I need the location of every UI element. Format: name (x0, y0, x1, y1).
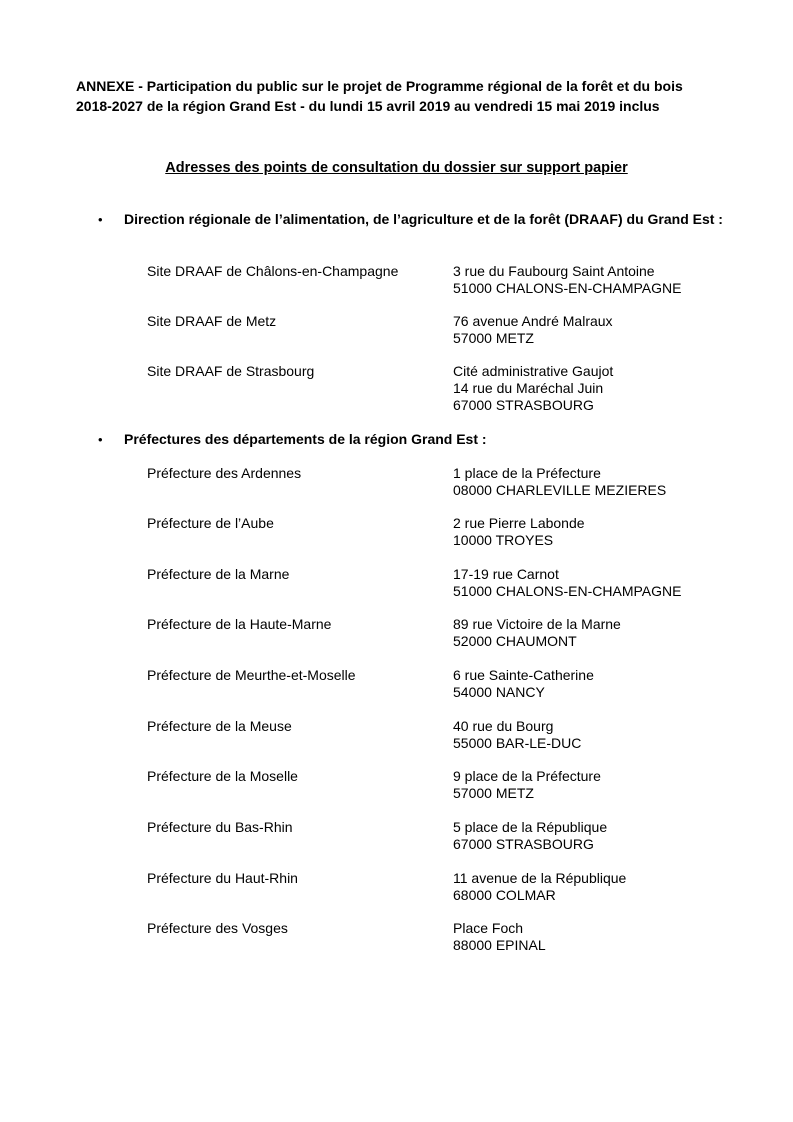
list-item (147, 566, 727, 600)
list-item (147, 768, 727, 802)
document-header (76, 76, 736, 116)
list-item (147, 263, 727, 297)
prefecture-address (453, 616, 727, 650)
list-item (147, 819, 727, 853)
address-line: 6 rue Sainte-Catherine (453, 667, 594, 683)
list-item (147, 920, 727, 954)
section-draaf (98, 211, 738, 228)
prefecture-address (453, 465, 727, 499)
prefecture-name: Préfecture de la Marne (147, 566, 290, 582)
prefecture-address (453, 515, 727, 549)
address-line: 5 place de la République (453, 819, 608, 835)
prefecture-address (453, 920, 727, 954)
prefecture-name: Préfecture de Meurthe-et-Moselle (147, 667, 356, 683)
prefecture-name: Préfecture de la Moselle (147, 768, 298, 784)
prefecture-name: Préfecture de l’Aube (147, 515, 274, 531)
site-address (453, 363, 727, 414)
list-item (147, 718, 727, 752)
list-item (147, 363, 727, 414)
address-line: 76 avenue André Malraux (453, 313, 613, 329)
address-line: 57000 METZ (453, 330, 534, 346)
prefecture-address (453, 566, 727, 600)
bullet-icon: • (98, 432, 103, 447)
address-line: 52000 CHAUMONT (453, 633, 577, 649)
section-heading (98, 211, 738, 228)
prefecture-name: Préfecture du Haut-Rhin (147, 870, 298, 886)
prefecture-address (453, 768, 727, 802)
list-item (147, 616, 727, 650)
section-heading (98, 431, 738, 448)
address-line: 67000 STRASBOURG (453, 397, 594, 413)
prefecture-address (453, 667, 727, 701)
address-line: 9 place de la Préfecture (453, 768, 601, 784)
address-line: 1 place de la Préfecture (453, 465, 601, 481)
prefecture-address (453, 870, 727, 904)
address-line: 67000 STRASBOURG (453, 836, 594, 852)
address-line: 14 rue du Maréchal Juin (453, 380, 604, 396)
address-line: 55000 BAR-LE-DUC (453, 735, 582, 751)
address-line: 57000 METZ (453, 785, 534, 801)
address-line: 3 rue du Faubourg Saint Antoine (453, 263, 655, 279)
list-item (147, 465, 727, 499)
prefecture-name: Préfecture des Ardennes (147, 465, 302, 481)
site-name: Site DRAAF de Châlons-en-Champagne (147, 263, 399, 279)
address-line: 89 rue Victoire de la Marne (453, 616, 621, 632)
section-title-draaf: Direction régionale de l’alimentation, de l’agriculture et de la forêt (DRAAF) du Grand Est : (124, 211, 723, 227)
prefecture-name: Préfecture du Bas-Rhin (147, 819, 293, 835)
address-line: 17-19 rue Carnot (453, 566, 559, 582)
address-line: 10000 TROYES (453, 532, 554, 548)
header-line-2: 2018-2027 de la région Grand Est - du lundi 15 avril 2019 au vendredi 15 mai 2019 inclus (76, 98, 660, 114)
address-line: 68000 COLMAR (453, 887, 556, 903)
address-line: 88000 EPINAL (453, 937, 546, 953)
document-subtitle: Adresses des points de consultation du dossier sur support papier (165, 160, 628, 176)
site-name: Site DRAAF de Metz (147, 313, 277, 329)
site-address (453, 263, 727, 297)
address-line: 2 rue Pierre Labonde (453, 515, 585, 531)
header-line-1: ANNEXE - Participation du public sur le projet de Programme régional de la forêt et du bois (76, 78, 683, 94)
prefecture-address (453, 819, 727, 853)
bullet-icon: • (98, 212, 103, 227)
list-item (147, 667, 727, 701)
site-address (453, 313, 727, 347)
list-item (147, 313, 727, 347)
address-line: Place Foch (453, 920, 524, 936)
prefecture-name: Préfecture des Vosges (147, 920, 288, 936)
address-line: 40 rue du Bourg (453, 718, 554, 734)
prefecture-address (453, 718, 727, 752)
section-prefectures (98, 431, 738, 448)
address-line: Cité administrative Gaujot (453, 363, 614, 379)
address-line: 08000 CHARLEVILLE MEZIERES (453, 482, 667, 498)
address-line: 11 avenue de la République (453, 870, 627, 886)
address-line: 51000 CHALONS-EN-CHAMPAGNE (453, 583, 682, 599)
prefecture-name: Préfecture de la Haute-Marne (147, 616, 332, 632)
address-line: 54000 NANCY (453, 684, 545, 700)
prefecture-name: Préfecture de la Meuse (147, 718, 292, 734)
site-name: Site DRAAF de Strasbourg (147, 363, 315, 379)
address-line: 51000 CHALONS-EN-CHAMPAGNE (453, 280, 682, 296)
list-item (147, 870, 727, 904)
list-item (147, 515, 727, 549)
section-title-prefectures: Préfectures des départements de la région Grand Est : (124, 431, 487, 447)
